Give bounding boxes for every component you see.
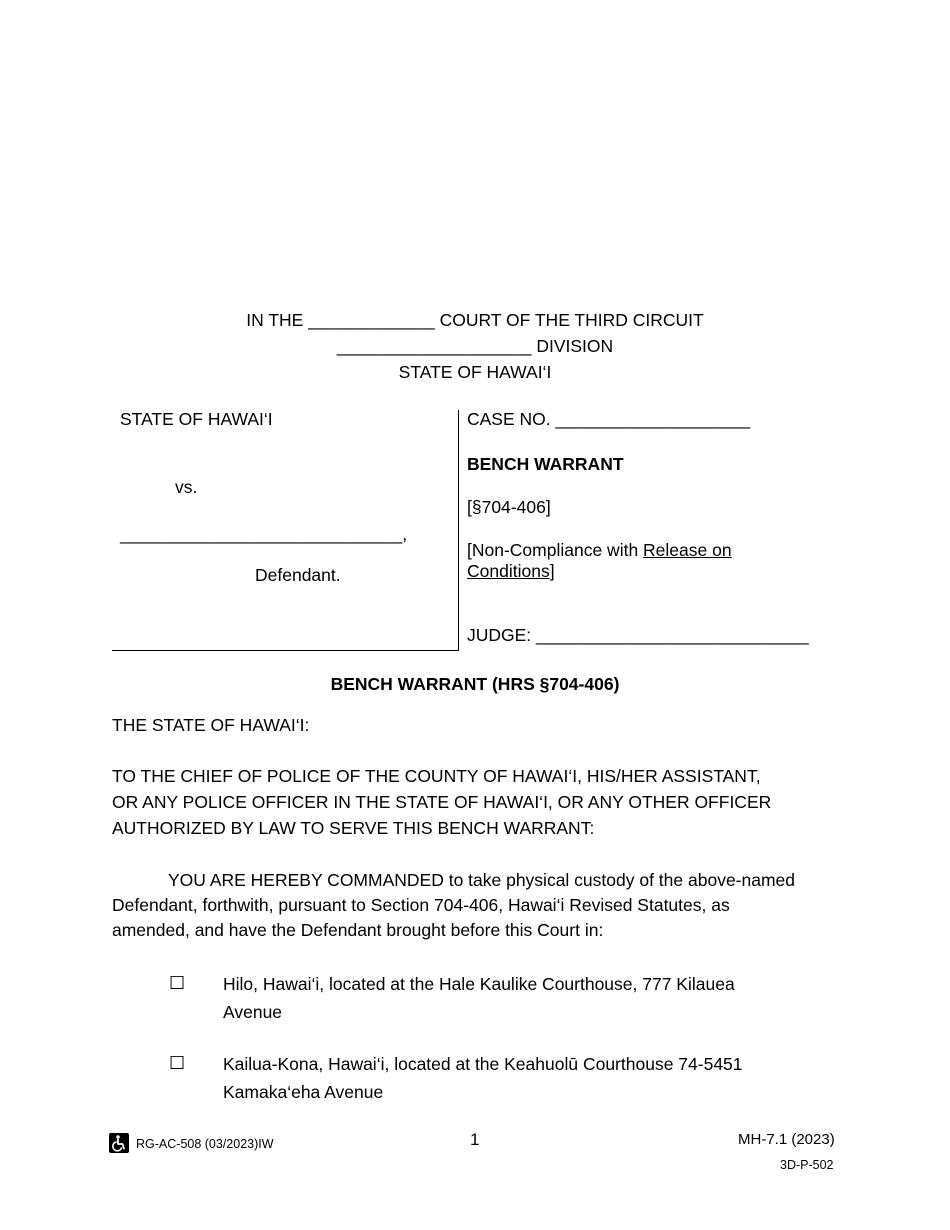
- caption-defendant-label: Defendant.: [255, 565, 341, 585]
- address-line-2: OR ANY POLICE OFFICER IN THE STATE OF HAWAI‘I, OR ANY OTHER OFFICER: [112, 792, 772, 812]
- noncompliance-suffix: ]: [549, 561, 555, 581]
- body-title: BENCH WARRANT (HRS §704-406): [330, 674, 620, 694]
- form-id: MH-7.1 (2023): [738, 1131, 835, 1148]
- case-number: CASE NO. ____________________: [467, 409, 751, 429]
- caption-noncompliance-line-1: [467, 540, 732, 561]
- caption-statute: [§704-406]: [467, 497, 551, 517]
- caption-defendant-blank: _____________________________,: [120, 524, 408, 544]
- option-kona-line-1: Kailua-Kona, Hawai‘i, located at the Keahuolū Courthouse 74-5451: [223, 1054, 743, 1074]
- noncompliance-underlined-1: Release on: [643, 540, 732, 560]
- salutation: THE STATE OF HAWAI‘I:: [112, 715, 310, 735]
- caption-document-title: BENCH WARRANT: [467, 454, 624, 474]
- form-sub-id: 3D-P-502: [780, 1158, 834, 1172]
- form-code: RG-AC-508 (03/2023)IW: [136, 1137, 274, 1151]
- option-hilo-line-2: Avenue: [223, 1002, 283, 1022]
- option-kona-checkbox[interactable]: ☐: [169, 1053, 186, 1073]
- wheelchair-accessibility-icon: [109, 1133, 129, 1153]
- caption-plaintiff: STATE OF HAWAI‘I: [120, 409, 273, 429]
- command-line-2: Defendant, forthwith, pursuant to Section 704-406, Hawai‘i Revised Statutes, as: [112, 895, 730, 915]
- judge-line: JUDGE: ____________________________: [467, 625, 809, 645]
- option-hilo-checkbox[interactable]: ☐: [169, 973, 186, 993]
- caption-vs: vs.: [175, 477, 198, 497]
- court-header-line-1: IN THE _____________ COURT OF THE THIRD CIRCUIT: [246, 310, 704, 330]
- address-line-3: AUTHORIZED BY LAW TO SERVE THIS BENCH WARRANT:: [112, 818, 595, 838]
- noncompliance-underlined-2: Conditions: [467, 561, 550, 581]
- command-line-1: YOU ARE HEREBY COMMANDED to take physical custody of the above-named: [168, 870, 796, 890]
- page-number: 1: [470, 1130, 480, 1149]
- caption-bottom-rule: [112, 650, 458, 651]
- address-line-1: TO THE CHIEF OF POLICE OF THE COUNTY OF HAWAI‘I, HIS/HER ASSISTANT,: [112, 766, 761, 786]
- noncompliance-prefix: [Non-Compliance with: [467, 540, 644, 560]
- caption-vertical-divider: [458, 410, 459, 651]
- command-line-3: amended, and have the Defendant brought before this Court in:: [112, 920, 604, 940]
- option-hilo-line-1: Hilo, Hawai‘i, located at the Hale Kaulike Courthouse, 777 Kilauea: [223, 974, 735, 994]
- option-kona-line-2: Kamaka‘eha Avenue: [223, 1082, 384, 1102]
- caption-noncompliance-line-2: [467, 561, 555, 582]
- court-header-line-2: ____________________ DIVISION: [336, 336, 614, 356]
- court-header-line-3: STATE OF HAWAI‘I: [398, 362, 552, 382]
